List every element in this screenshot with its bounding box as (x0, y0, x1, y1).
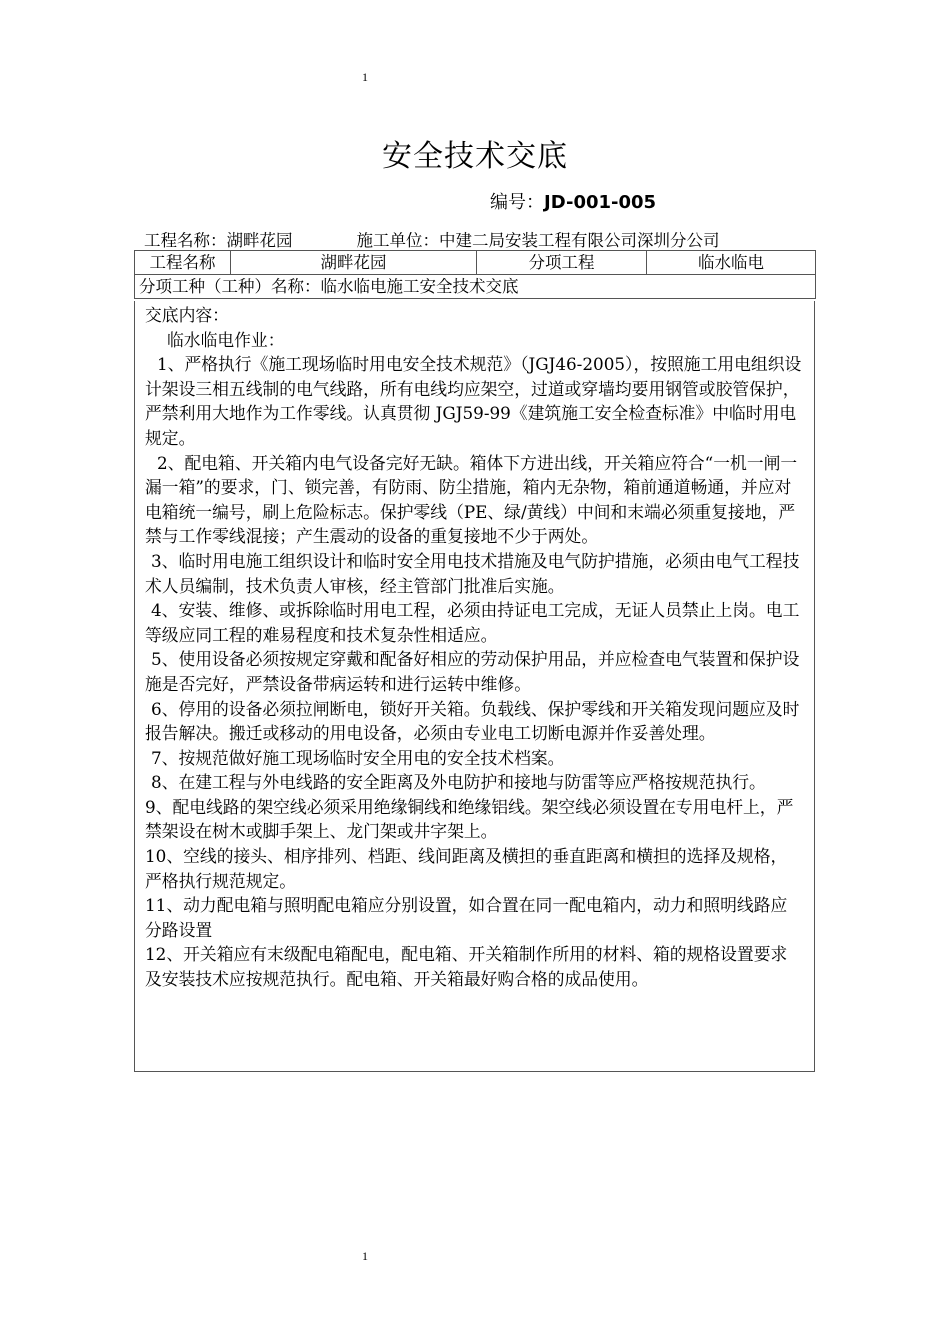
list-item: 12、开关箱应有末级配电箱配电，配电箱、开关箱制作所用的材料、箱的规格设置要求及安装技术应按规范执行。配电箱、开关箱最好购合格的成品使用。 (145, 944, 788, 990)
list-item: 9、配电线路的架空线必须采用绝缘铜线和绝缘铝线。架空线必须设置在专用电杆上，严禁架设在树木或脚手架上、龙门架或井字架上。 (145, 796, 794, 842)
list-item: 6、停用的设备必须拉闸断电，锁好开关箱。负载线、保护零线和开关箱发现问题应及时报告解决。搬迁或移动的用电设备，必须由专业电工切断电源并作妥善处理。 (145, 698, 800, 744)
list-item: 4、安装、维修、或拆除临时用电工程，必须由持证电工完成，无证人员禁止上岗。电工等级应同工程的难易程度和技术复杂性相适应。 (145, 600, 800, 645)
table-cell-subproject-value: 临水临电 (647, 251, 816, 275)
table-row (135, 275, 816, 299)
list-item: 10、空线的接头、相序排列、档距、线间距离及横担的垂直距离和横担的选择及规格，严格执行规范规定。 (145, 846, 788, 891)
list-item: 3、临时用电施工组织设计和临时安全用电技术措施及电气防护措施，必须由电气工程技术人员编制，技术负责人审核，经主管部门批准后实施。 (145, 550, 800, 596)
project-info-line (144, 227, 720, 251)
table-cell-work-type: 分项工种（工种）名称：临水临电施工安全技术交底 (135, 275, 816, 299)
document-code (490, 188, 656, 214)
info-table (134, 250, 816, 299)
list-item: 5、使用设备必须按规定穿戴和配备好相应的劳动保护用品，并应检查电气装置和保护设施是否完好，严禁设备带病运转和进行运转中维修。 (145, 649, 800, 694)
briefing-content (134, 301, 815, 1072)
table-cell-subproject-header: 分项工程 (477, 251, 647, 275)
table-cell-project-name-value: 湖畔花园 (231, 251, 477, 275)
code-label: 编号： (490, 192, 544, 213)
project-name-label: 工程名称：湖畔花园 (144, 231, 293, 250)
construction-unit-label: 施工单位：中建二局安装工程有限公司深圳分公司 (356, 231, 720, 250)
list-item: 7、按规范做好施工现场临时安全用电的安全技术档案。 (151, 747, 565, 768)
list-item: 1、严格执行《施工现场临时用电安全技术规范》（JGJ46-2005），按照施工用电组织设计架设三相五线制的电气线路，所有电线均应架空，过道或穿墙均要用钢管或胶管保护， 严禁利用大地作为工作零线。认真贯彻 JGJ59-99《建筑施工安全检查标准》中临时用电规定。 (145, 354, 802, 448)
content-intro: 临水临电作业： (167, 329, 285, 350)
page-number-bottom: 1 (362, 1249, 368, 1263)
content-heading: 交底内容： (145, 305, 229, 325)
list-item: 2、配电箱、开关箱内电气设备完好无缺。箱体下方进出线，开关箱应符合“一机一闸一漏一箱”的要求，门、锁完善，有防雨、防尘措施，箱内无杂物，箱前通道畅通，并应对电箱统一编号，刷上危险标志。保护零线（PE、绿/黄线）中间和末端必须重复接地，严禁与工作零线混接；产生震动的设备的重复接地不少于两处。 (145, 452, 798, 547)
table-cell-project-name-header: 工程名称 (135, 251, 231, 275)
code-value: JD-001-005 (544, 192, 657, 213)
table-row (135, 251, 816, 275)
document-title: 安全技术交底 (382, 139, 568, 174)
list-item: 11、动力配电箱与照明配电箱应分别设置，如合置在同一配电箱内，动力和照明线路应分路设置 (145, 895, 788, 940)
page-number-top: 1 (362, 70, 368, 84)
list-item: 8、在建工程与外电线路的安全距离及外电防护和接地与防雷等应严格按规范执行。 (151, 772, 766, 793)
